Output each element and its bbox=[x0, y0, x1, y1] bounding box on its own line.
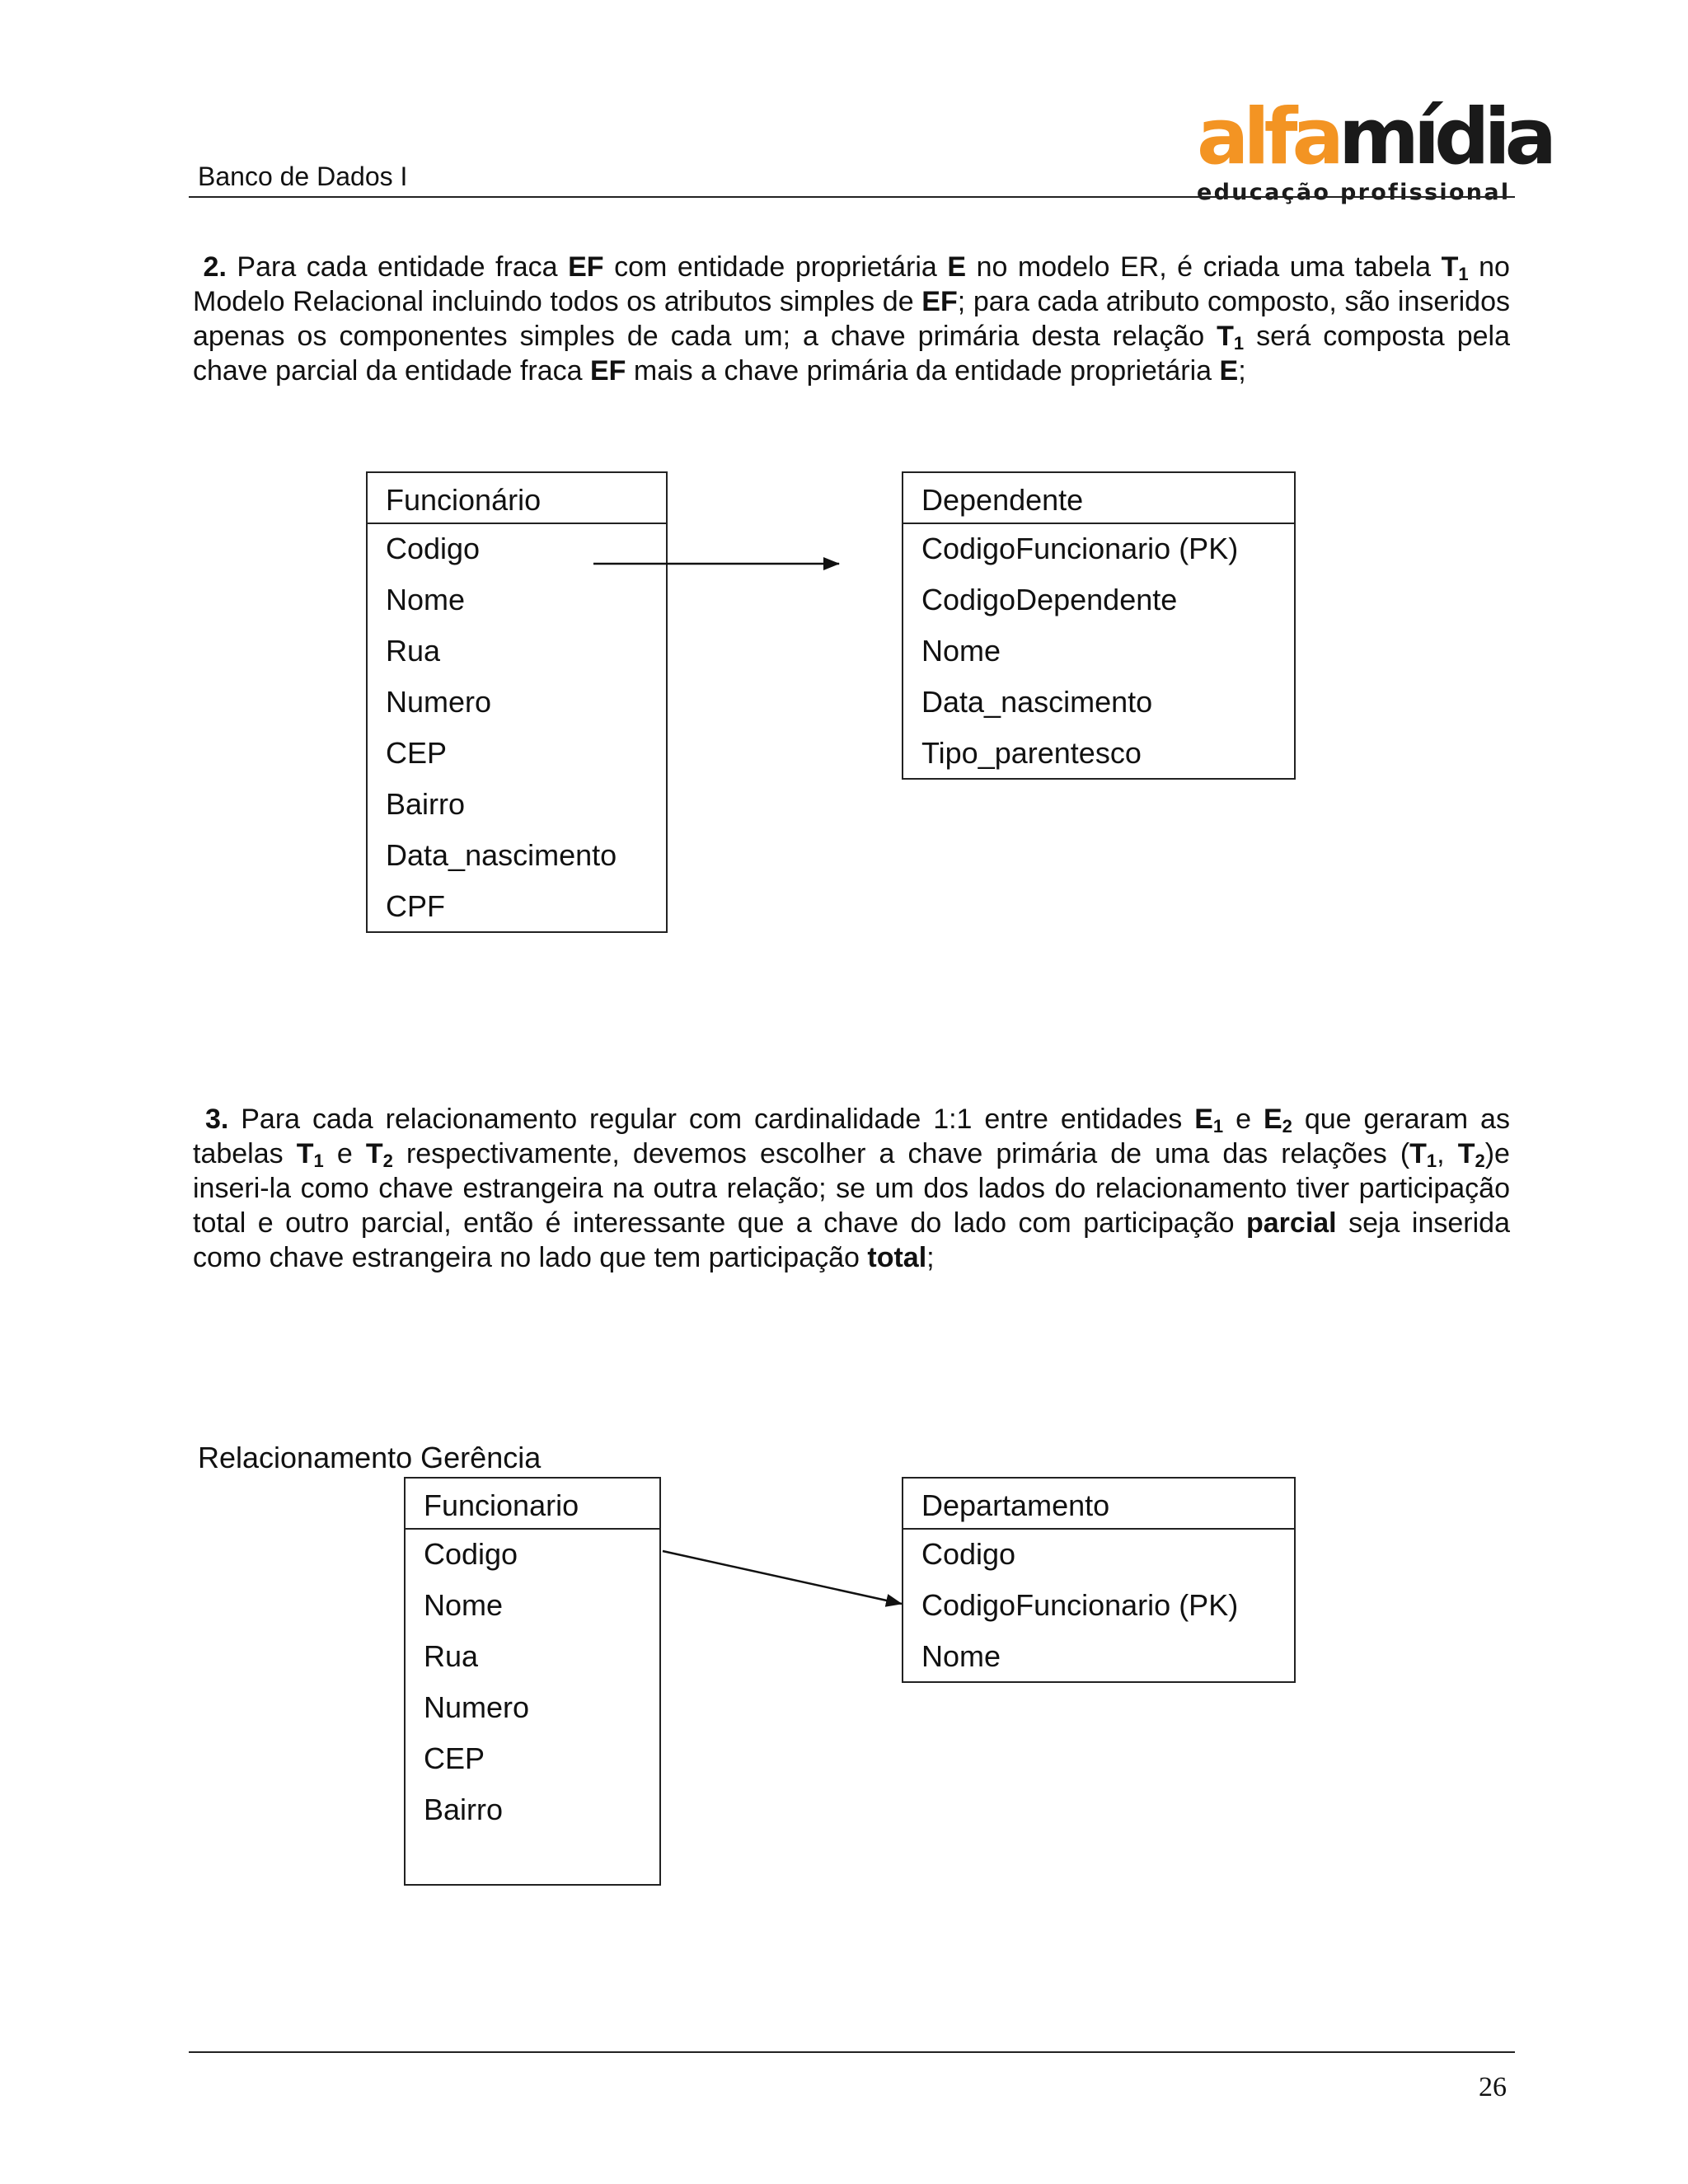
p3-and-1: e bbox=[1236, 1104, 1252, 1135]
attribute: Numero bbox=[386, 685, 492, 719]
attribute: Nome bbox=[386, 583, 466, 616]
entity-dependente bbox=[902, 471, 1296, 780]
alfamidia-logo bbox=[1197, 92, 1552, 205]
p2-text-6: será composta pela chave parcial da entidade fraca bbox=[193, 321, 1510, 387]
header-divider bbox=[189, 196, 1515, 198]
attribute: Tipo_parentesco bbox=[921, 736, 1142, 770]
attribute: CodigoDependente bbox=[921, 583, 1178, 616]
attribute: Rua bbox=[424, 1639, 479, 1673]
p3-text-5: seja inserida como chave estrangeira no lado que tem participação bbox=[193, 1207, 1510, 1273]
attribute: CodigoFuncionario (PK) bbox=[921, 1588, 1239, 1622]
entity-title: Funcionário bbox=[368, 473, 666, 524]
document-header-title: Banco de Dados I bbox=[198, 162, 408, 191]
p3-e2: E bbox=[1263, 1104, 1282, 1135]
attribute: CPF bbox=[386, 889, 445, 923]
p3-comma: , bbox=[1437, 1138, 1445, 1169]
attribute: Rua bbox=[386, 634, 441, 668]
p3-t1-b-sub: 1 bbox=[1426, 1151, 1437, 1171]
paragraph-rule-2 bbox=[193, 250, 1510, 388]
attribute: Numero bbox=[424, 1690, 530, 1724]
p2-ef-2: EF bbox=[921, 286, 958, 317]
attribute: CodigoFuncionario (PK) bbox=[921, 532, 1239, 565]
p2-text-3: no modelo ER, é criada uma tabela bbox=[976, 251, 1432, 283]
p3-t1-b: T bbox=[1409, 1138, 1427, 1169]
rule-2-number: 2. bbox=[203, 251, 227, 283]
p2-text-1: Para cada entidade fraca bbox=[237, 251, 558, 283]
attribute: Nome bbox=[921, 634, 1001, 668]
entity-funcionario bbox=[366, 471, 668, 933]
p3-e1: E bbox=[1194, 1104, 1213, 1135]
p3-t2: T bbox=[365, 1138, 383, 1169]
attribute: CEP bbox=[386, 736, 448, 770]
p3-e1-sub: 1 bbox=[1212, 1116, 1224, 1137]
p2-text-8: ; bbox=[1238, 355, 1246, 387]
paragraph-rule-3 bbox=[193, 1102, 1510, 1275]
attribute: Bairro bbox=[386, 787, 466, 821]
p3-total: total bbox=[867, 1242, 927, 1273]
attribute: Data_nascimento bbox=[921, 685, 1153, 719]
p2-e-1: E bbox=[947, 251, 967, 283]
p3-text-3: respectivamente, devemos escolher a chave primária de uma das relações ( bbox=[406, 1138, 1410, 1169]
logo-midia-text: mídia bbox=[1338, 92, 1552, 182]
p3-t2-sub: 2 bbox=[382, 1151, 393, 1171]
p3-t1: T bbox=[296, 1138, 314, 1169]
diagram-caption: Relacionamento Gerência bbox=[198, 1441, 542, 1474]
fk-arrow-departamento bbox=[663, 1551, 902, 1604]
attribute: Data_nascimento bbox=[386, 838, 617, 872]
attribute: Nome bbox=[921, 1639, 1001, 1673]
attribute: Codigo bbox=[424, 1537, 518, 1571]
footer-divider bbox=[189, 2051, 1515, 2053]
rule-3-number: 3. bbox=[204, 1104, 229, 1135]
p3-t2-b: T bbox=[1457, 1138, 1475, 1169]
logo-tagline: educação profissional bbox=[1197, 180, 1511, 205]
p3-text-1: Para cada relacionamento regular com cardinalidade 1:1 entre entidades bbox=[241, 1104, 1183, 1135]
attribute: CEP bbox=[424, 1741, 485, 1775]
p3-text-6: ; bbox=[926, 1242, 935, 1273]
attribute: Codigo bbox=[921, 1537, 1016, 1571]
logo-wordmark bbox=[1197, 92, 1552, 182]
p3-text-2: que geraram as tabelas bbox=[193, 1104, 1510, 1169]
p2-e-2: E bbox=[1219, 355, 1239, 387]
entity-title: Departamento bbox=[903, 1479, 1294, 1530]
p3-and-2: e bbox=[336, 1138, 353, 1169]
p2-t1-b: T bbox=[1217, 321, 1234, 352]
page-number: 26 bbox=[1479, 2072, 1507, 2102]
p2-t1-b-sub: 1 bbox=[1233, 333, 1245, 354]
p3-text-4: )e inseri-la como chave estrangeira na outra relação; se um dos lados do relacionamento tiver participação total e outro parcial, então é interessante que a chave do lado com participação bbox=[193, 1138, 1510, 1239]
p3-t2-b-sub: 2 bbox=[1475, 1151, 1485, 1171]
logo-alfa-text: alfa bbox=[1197, 92, 1339, 182]
p2-ef-1: EF bbox=[568, 251, 604, 283]
p2-text-7: mais a chave primária da entidade proprietária bbox=[633, 355, 1212, 387]
entity-funcionario-gerencia bbox=[404, 1477, 661, 1886]
attribute: Bairro bbox=[424, 1793, 504, 1826]
p2-ef-3: EF bbox=[589, 355, 626, 387]
p2-text-2: com entidade proprietária bbox=[614, 251, 937, 283]
p2-t1-a: T bbox=[1441, 251, 1459, 283]
attribute: Nome bbox=[424, 1588, 504, 1622]
p3-parcial: parcial bbox=[1246, 1207, 1337, 1239]
p3-t1-sub: 1 bbox=[313, 1151, 324, 1171]
p2-text-5: ; para cada atributo composto, são inseridos apenas os componentes simples de cada um; a chave primária desta relação bbox=[193, 286, 1510, 352]
entity-title: Dependente bbox=[903, 473, 1294, 524]
p3-e2-sub: 2 bbox=[1282, 1116, 1292, 1137]
p2-t1-a-sub: 1 bbox=[1458, 264, 1469, 284]
p2-text-4: no Modelo Relacional incluindo todos os atributos simples de bbox=[193, 251, 1510, 317]
entity-departamento bbox=[902, 1477, 1296, 1683]
attribute: Codigo bbox=[386, 532, 481, 565]
entity-title: Funcionario bbox=[406, 1479, 659, 1530]
